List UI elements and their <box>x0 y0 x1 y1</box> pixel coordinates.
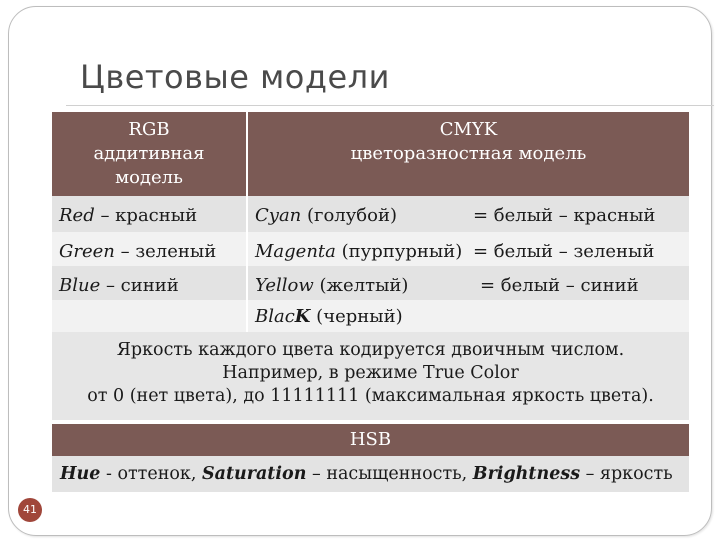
rgb-row-blue <box>52 266 246 300</box>
rgb-red-text: – красный <box>94 205 198 226</box>
page-number-badge: 41 <box>18 498 42 522</box>
cmyk-row-cyan <box>248 196 689 232</box>
hsb-row <box>52 456 689 492</box>
cmyk-cyan-name: Cyan <box>255 205 302 226</box>
rgb-green-name: Green <box>59 241 115 262</box>
slide-title: Цветовые модели <box>80 58 390 96</box>
cmyk-yellow-eq: = белый – синий <box>480 275 639 296</box>
rgb-header-line2: аддитивная <box>93 143 205 164</box>
cmyk-magenta-eq: = белый – зеленый <box>473 241 655 262</box>
cmyk-black-rest: (черный) <box>310 306 403 327</box>
hsb-hue: Hue <box>60 464 101 484</box>
hsb-header-label: HSB <box>349 429 392 450</box>
rgb-row-red <box>52 196 246 232</box>
rgb-blue-name: Blue <box>59 275 101 296</box>
rgb-green-text: – зеленый <box>114 241 217 262</box>
cmyk-cyan-eq: = белый – красный <box>473 205 656 226</box>
cmyk-row-black <box>248 300 689 332</box>
cmyk-row-magenta <box>248 232 689 266</box>
hsb-header <box>52 424 689 456</box>
cmyk-yellow-name: Yellow <box>255 275 314 296</box>
cmyk-magenta-name: Magenta <box>255 241 336 262</box>
cmyk-cyan-paren: (голубой) <box>301 205 397 226</box>
hsb-hue-text: - оттенок, <box>100 464 202 484</box>
rgb-red-name: Red <box>59 205 95 226</box>
rgb-row-green <box>52 232 246 266</box>
info-line1: Яркость каждого цвета кодируется двоичным числом. <box>116 340 625 360</box>
rgb-row-empty <box>52 300 246 332</box>
cmyk-header <box>248 112 689 196</box>
rgb-header <box>52 112 246 196</box>
cmyk-black-prefix: Blac <box>255 306 295 327</box>
info-line3: от 0 (нет цвета), до 11111111 (максимальная яркость цвета). <box>87 386 654 406</box>
rgb-header-line1: RGB <box>128 119 170 140</box>
rgb-header-line3: модель <box>115 167 183 188</box>
hsb-brightness-text: – яркость <box>580 464 673 484</box>
hsb-saturation: Saturation <box>201 464 307 484</box>
hsb-saturation-text: – насыщенность, <box>306 464 473 484</box>
cmyk-row-yellow <box>248 266 689 300</box>
cmyk-magenta-paren: (пурпурный) <box>335 241 463 262</box>
hsb-brightness: Brightness <box>472 464 581 484</box>
info-block <box>52 332 689 420</box>
cmyk-yellow-paren: (желтый) <box>313 275 409 296</box>
cmyk-black-bold: K <box>294 306 311 327</box>
title-divider <box>66 105 714 106</box>
cmyk-header-line2: цветоразностная модель <box>350 143 587 164</box>
info-line2: Например, в режиме True Color <box>222 363 519 383</box>
rgb-blue-text: – синий <box>100 275 179 296</box>
cmyk-header-line1: CMYK <box>439 119 498 140</box>
